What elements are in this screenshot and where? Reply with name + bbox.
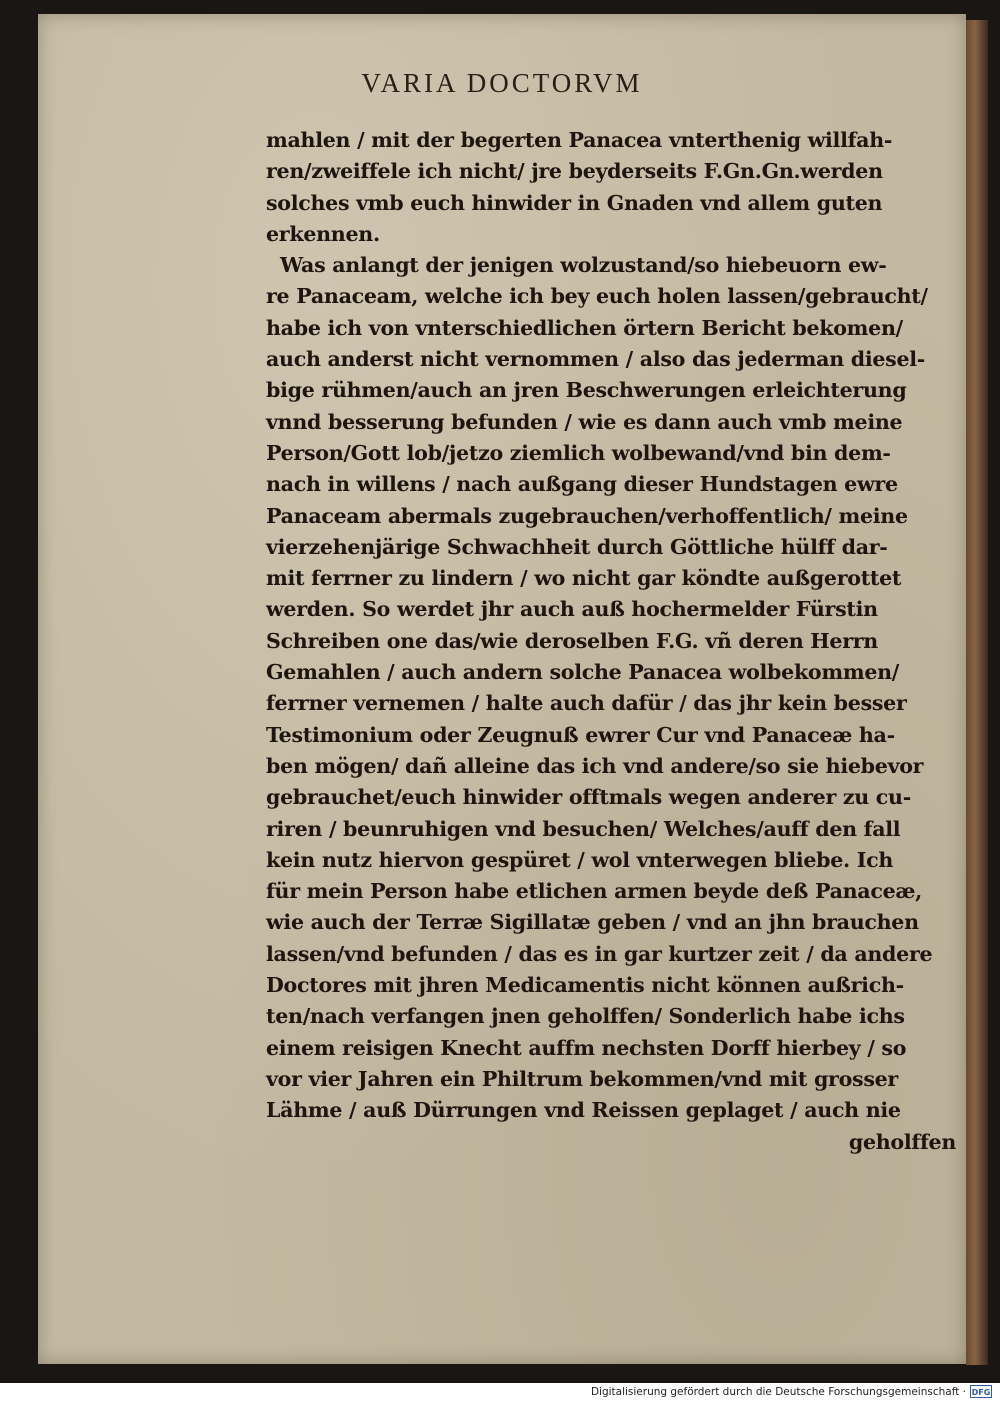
text-line: erkennen. (266, 221, 380, 246)
footer-bar (0, 1383, 1000, 1403)
text-line: Person/Gott lob/jetzo ziemlich wolbewand/vnd bin dem- (266, 440, 891, 465)
text-line: für mein Person habe etlichen armen beyde deß Panaceæ, (266, 879, 923, 904)
text-line: habe ich von vnterschiedlichen örtern Bericht bekomen/ (266, 315, 903, 340)
running-head: VARIA DOCTORVM (361, 68, 643, 98)
text-line: mahlen / mit der begerten Panacea vnterthenig willfah- (266, 128, 893, 152)
text-line: nach in willens / nach außgang dieser Hundstagen ewre (266, 472, 898, 497)
text-line: auch anderst nicht vernommen / also das jederman diesel- (266, 347, 926, 372)
body-text (266, 125, 956, 1158)
text-line: Doctores mit jhren Medicamentis nicht können außrich- (266, 973, 904, 998)
text-line: solches vmb euch hinwider in Gnaden vnd allem guten (266, 190, 883, 215)
text-line: ren/zweiffele ich nicht/ jre beyderseits F.Gn.Gn.werden (266, 159, 883, 184)
book-page (38, 14, 966, 1364)
text-line: Lähme / auß Dürrungen vnd Reissen geplaget / auch nie (266, 1098, 901, 1123)
catchword: geholffen (848, 1129, 956, 1154)
text-line: vnnd besserung befunden / wie es dann auch vmb meine (266, 409, 903, 434)
text-line: Gemahlen / auch andern solche Panacea wolbekommen/ (266, 660, 900, 685)
text-line: werden. So werdet jhr auch auß hochermelder Fürstin (266, 597, 878, 622)
text-line: gebrauchet/euch hinwider offtmals wegen anderer zu cu- (266, 785, 911, 810)
text-line: riren / beunruhigen vnd besuchen/ Welches/auff den fall (266, 816, 901, 841)
text-line: Was anlangt der jenigen wolzustand/so hiebeuorn ew- (280, 253, 887, 278)
text-line: vierzehenjärige Schwachheit durch Göttliche hülff dar- (266, 534, 888, 559)
page-edge (966, 20, 988, 1365)
text-line: Panaceam abermals zugebrauchen/verhoffentlich/ meine (266, 503, 908, 528)
text-line: Schreiben one das/wie deroselben F.G. vñ deren Herrn (266, 628, 878, 653)
text-line: Testimonium oder Zeugnuß ewrer Cur vnd Panaceæ ha- (266, 722, 895, 747)
text-line: bige rühmen/auch an jren Beschwerungen erleichterung (266, 378, 907, 403)
text-line: einem reisigen Knecht auffm nechsten Dorff hierbey / so (266, 1035, 907, 1060)
text-line: wie auch der Terræ Sigillatæ geben / vnd an jhn brauchen (266, 910, 919, 935)
text-line: lassen/vnd befunden / das es in gar kurtzer zeit / da andere (266, 941, 933, 966)
text-line: kein nutz hiervon gespüret / wol vnterwegen bliebe. Ich (266, 847, 894, 872)
text-line: mit ferrner zu lindern / wo nicht gar köndte außgerottet (266, 566, 902, 591)
text-line: ben mögen/ dañ alleine das ich vnd andere/so sie hiebevor (266, 753, 924, 778)
text-line: re Panaceam, welche ich bey euch holen lassen/gebraucht/ (266, 284, 928, 309)
dfg-logo-icon: DFG (970, 1385, 992, 1398)
text-line: vor vier Jahren ein Philtrum bekommen/vnd mit grosser (266, 1066, 898, 1091)
text-line: ferrner vernemen / halte auch dafür / das jhr kein besser (266, 691, 907, 716)
text-line: ten/nach verfangen jnen geholffen/ Sonderlich habe ichs (266, 1004, 905, 1029)
funding-credit: Digitalisierung gefördert durch die Deutsche Forschungsgemeinschaft · (590, 1386, 966, 1398)
